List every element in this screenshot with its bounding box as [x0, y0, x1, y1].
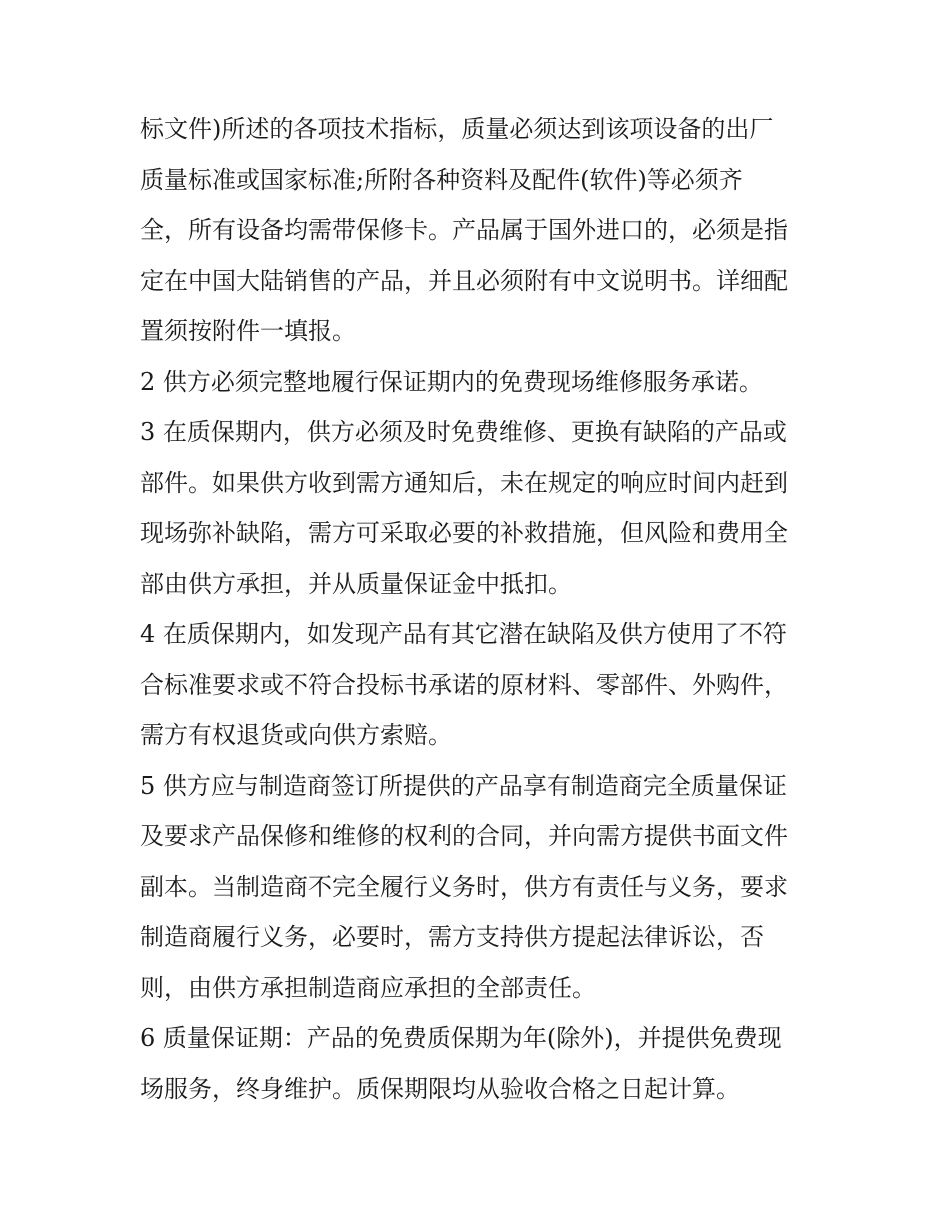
- text-line: 部由供方承担，并从质量保证金中抵扣。: [140, 569, 572, 598]
- text-line: 4 在质保期内，如发现产品有其它潜在缺陷及供方使用了不符: [140, 620, 787, 648]
- text-line: 全，所有设备均需带保修卡。产品属于国外进口的，必须是指: [140, 216, 788, 244]
- text-line: 副本。当制造商不完全履行义务时，供方有责任与义务，要求: [140, 872, 788, 901]
- paragraph-3: [140, 407, 815, 609]
- text-line: 合标准要求或不符合投标书承诺的原材料、零部件、外购件，: [140, 670, 788, 699]
- text-line: 需方有权退货或向供方索赔。: [140, 721, 452, 749]
- paragraph-2: [140, 357, 815, 408]
- text-line: 制造商履行义务，必要时，需方支持供方提起法律诉讼，否: [140, 923, 764, 951]
- paragraph-5: [140, 761, 815, 1014]
- text-line: 2 供方必须完整地履行保证期内的免费现场维修服务承诺。: [140, 367, 763, 396]
- paragraph-6: [140, 1013, 815, 1114]
- text-line: 则，由供方承担制造商应承担的全部责任。: [140, 973, 596, 1002]
- text-line: 定在中国大陆销售的产品，并且必须附有中文说明书。详细配: [140, 266, 788, 295]
- text-line: 部件。如果供方收到需方通知后，未在规定的响应时间内赶到: [140, 468, 788, 497]
- paragraph-4: [140, 609, 815, 761]
- text-line: 标文件)所述的各项技术指标，质量必须达到该项设备的出厂: [140, 115, 774, 143]
- text-line: 现场弥补缺陷，需方可采取必要的补救措施，但风险和费用全: [140, 519, 788, 547]
- text-line: 3 在质保期内，供方必须及时免费维修、更换有缺陷的产品或: [140, 418, 787, 446]
- document-body: [140, 104, 815, 1114]
- text-line: 置须按附件一填报。: [140, 317, 356, 345]
- paragraph-1: [140, 104, 815, 357]
- text-line: 5 供方应与制造商签订所提供的产品享有制造商完全质量保证: [140, 771, 787, 800]
- text-line: 场服务，终身维护。质保期限均从验收合格之日起计算。: [140, 1074, 740, 1103]
- text-line: 质量标准或国家标准;所附各种资料及配件(软件)等必须齐: [140, 165, 743, 194]
- text-line: 及要求产品保修和维修的权利的合同，并向需方提供书面文件: [140, 822, 788, 850]
- text-line: 6 质量保证期：产品的免费质保期为年(除外)，并提供免费现: [140, 1024, 782, 1052]
